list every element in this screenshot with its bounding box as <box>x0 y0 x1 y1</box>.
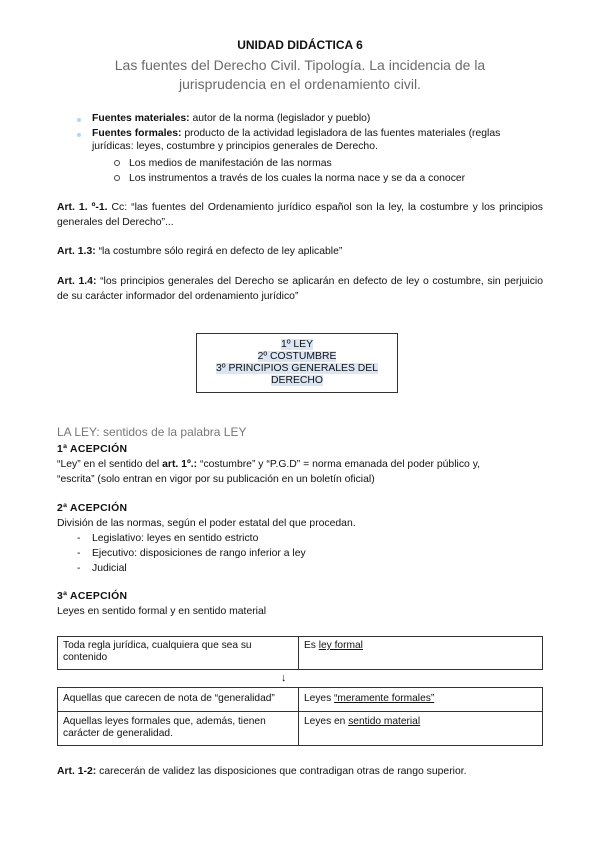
dash-marker: - <box>77 548 81 559</box>
dash-marker: - <box>77 533 81 544</box>
page-subtitle <box>80 56 520 94</box>
hierarchy-line-1: 1º LEY <box>280 339 314 350</box>
table-row <box>58 688 543 712</box>
bullet-label: Fuentes materiales: <box>92 113 190 124</box>
acepcion-1-heading: 1ª ACEPCIÓN <box>57 444 128 455</box>
art-text: carecerán de validez las disposiciones que contradigan otras de rango superior. <box>96 766 467 777</box>
hierarchy-box <box>196 333 398 393</box>
bullet-text-cont: jurídicas: leyes, costumbre y principios generales de Derecho. <box>92 141 378 152</box>
page-title: UNIDAD DIDÁCTICA 6 <box>237 38 363 52</box>
hierarchy-line-2: 2º COSTUMBRE <box>257 351 337 362</box>
cell-text: Leyes <box>304 693 335 704</box>
sub-bullet-2: Los instrumentos a través de los cuales la norma nace y se da a conocer <box>129 173 466 184</box>
art-label: Art. 1. º-1. <box>57 202 108 213</box>
bullet-icon <box>77 133 81 137</box>
cell-underlined: “meramente formales” <box>334 693 435 704</box>
bullet-formales <box>92 127 547 153</box>
table-row <box>58 712 543 746</box>
list-item: Ejecutivo: disposiciones de rango inferior a ley <box>92 548 306 559</box>
art-1-3-paragraph <box>57 245 543 260</box>
dash-marker: - <box>77 563 81 574</box>
table-cell: Aquellas leyes formales que, además, tienen carácter de generalidad. <box>58 712 299 746</box>
bullet-icon <box>77 118 81 122</box>
sub-bullet-icon <box>114 175 120 181</box>
bullet-label: Fuentes formales: <box>92 128 182 139</box>
art-1-2-paragraph <box>57 765 543 780</box>
art-1-paragraph <box>57 201 543 230</box>
art-text: “la costumbre sólo regirá en defecto de ley aplicable” <box>95 246 343 257</box>
sub-bullet-icon <box>114 160 120 166</box>
acepcion-1-line2: “escrita” (solo entran en vigor por su publicación en un boletín oficial) <box>57 473 375 485</box>
art-label: Art. 1.4: <box>57 276 97 287</box>
hierarchy-line-3: 3º PRINCIPIOS GENERALES DEL <box>215 363 378 374</box>
art-label: Art. 1.3: <box>57 246 96 257</box>
table-cell: Aquellas que carecen de nota de “generalidad” <box>58 688 299 712</box>
acepcion-1-pre: “Ley” en el sentido del <box>57 459 163 470</box>
subtitle-line-2: jurisprudencia en el ordenamiento civil. <box>178 76 422 92</box>
bullet-text: autor de la norma (legislador y pueblo) <box>189 113 371 124</box>
subtitle-line-1: Las fuentes del Derecho Civil. Tipología. La incidencia de la <box>114 57 486 73</box>
art-1-4-paragraph <box>57 275 543 304</box>
acepcion-2-heading: 2ª ACEPCIÓN <box>57 503 128 514</box>
acepcion-3-intro: Leyes en sentido formal y en sentido material <box>57 606 267 617</box>
sub-bullet-1: Los medios de manifestación de las normas <box>129 158 332 169</box>
bullet-materiales <box>92 112 370 125</box>
table-cell: Toda regla jurídica, cualquiera que sea su contenido <box>58 637 299 670</box>
hierarchy-line-4: DERECHO <box>271 375 323 386</box>
bullet-text: producto de la actividad legisladora de las fuentes materiales (reglas <box>181 128 501 139</box>
table-ley-formal <box>57 636 543 670</box>
table-cell <box>299 712 543 746</box>
acepcion-1-post: “costumbre” y “P.G.D” = norma emanada del poder público y, <box>197 459 480 470</box>
cell-underlined: sentido material <box>348 716 421 727</box>
section-heading-ley: LA LEY: sentidos de la palabra LEY <box>57 425 247 439</box>
cell-text: Es <box>304 640 319 651</box>
art-text: Cc: “las fuentes del Ordenamiento jurídico español son la ley, la costumbre y los principios generales del Derecho”... <box>57 202 543 228</box>
acepcion-3-heading: 3ª ACEPCIÓN <box>57 591 128 602</box>
acepcion-2-intro: División de las normas, según el poder estatal del que procedan. <box>57 518 356 529</box>
acepcion-1-art: art. 1º.: <box>162 459 198 470</box>
acepcion-1-text <box>57 458 543 487</box>
cell-text: Leyes en <box>304 716 349 727</box>
down-arrow-icon: ↓ <box>281 672 287 684</box>
table-cell <box>299 688 543 712</box>
art-label: Art. 1-2: <box>57 766 97 777</box>
list-item: Judicial <box>92 563 127 574</box>
cell-underlined: ley formal <box>318 640 363 651</box>
table-row <box>58 637 543 670</box>
table-cell <box>299 637 543 670</box>
list-item: Legislativo: leyes en sentido estricto <box>92 533 259 544</box>
table-ley-tipos <box>57 687 543 746</box>
art-text: “los principios generales del Derecho se aplicarán en defecto de ley o costumbre, sin perjuicio de su carácter informador del ordenamiento jurídico” <box>57 276 544 302</box>
